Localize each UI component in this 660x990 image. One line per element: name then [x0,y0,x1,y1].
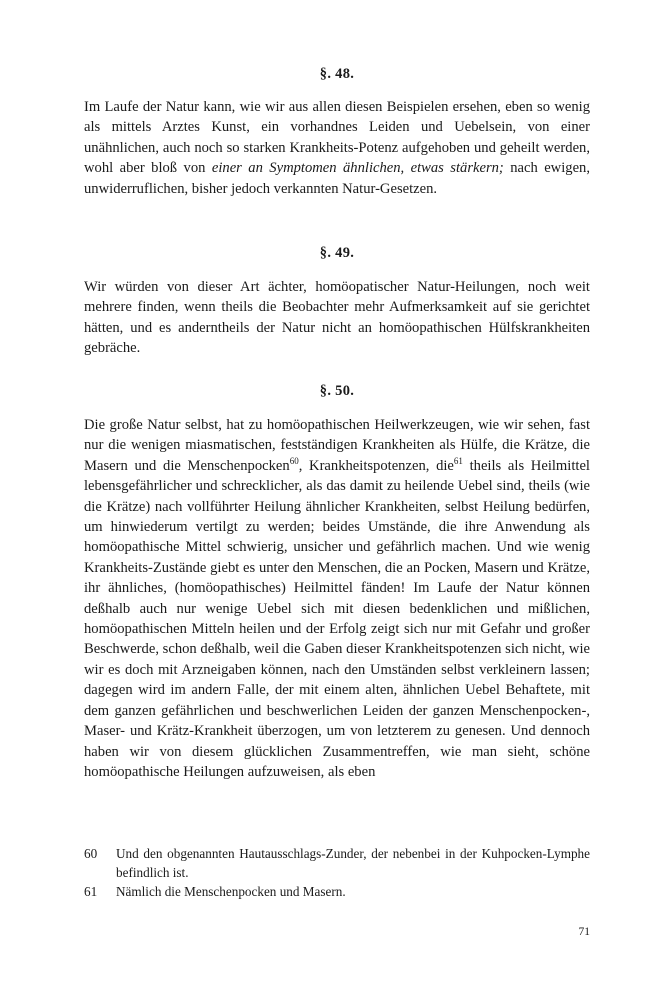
section-50-text-part1: Die große Natur selbst, hat zu homöopathischen Heilwerkzeugen, wie wir sehen, fast nur die wenigen miasmatischen, festständigen Krankheiten als Hülfe, die Krätze, die Masern und die Menschenpocken [84,417,590,474]
section-heading-49: §. 49. [319,245,355,261]
footnote-text: Und den obgenannten Hautausschlags-Zunder, der nebenbei in der Kuhpocken-Lymphe befindlich ist. [116,846,590,880]
page-number: 71 [578,926,590,938]
footnote-number: 60 [84,846,98,861]
book-page [84,0,590,990]
section-48-text-part1: Im Laufe der Natur kann, wie wir aus allen diesen Beispielen ersehen, eben so wenig als mittels Arztes Kunst, ein vorhandnes Leiden und Uebelsein, von einer unähnlichen, auch noch so starken Krankheits-Potenz aufgehoben und geheilt werden, wohl aber bloß von [84,99,590,177]
section-48-text-part2: nach ewigen, unwiderruflichen, bisher jedoch verkannten Natur-Gesetzen. [84,160,590,197]
section-48-emphasis: einer an Symptomen ähnlichen, etwas stärkern; [211,160,504,177]
footnote-ref-61[interactable]: 61 [453,455,463,466]
footnote-ref-60[interactable]: 60 [289,455,299,466]
footnote-60 [84,845,590,882]
footnote-61 [84,883,590,902]
section-heading-48: §. 48. [319,66,355,82]
section-50-paragraph [84,415,590,782]
footnote-text: Nämlich die Menschenpocken und Masern. [116,884,346,899]
footnote-number: 61 [84,884,98,899]
section-48-paragraph [84,97,590,199]
section-49-paragraph: Wir würden von dieser Art ächter, homöopatischer Natur-Heilungen, noch weit mehrere finden, wenn theils die Beobachter mehr Aufmerksamkeit auf sie gerichtet hätten, und es anderntheils der Natur nicht an homöopathischen Hülfskrankheiten gebräche. [84,279,590,357]
section-50-text-part3: theils als Heilmittel lebensgefährlicher und schrecklicher, als das damit zu heilende Uebel sind, theils (wie die Krätze) nach vollführter Heilung ähnlicher Krankheiten, selbst Heilung bedürfen, um hinwiederum vertilgt zu werden; beides Umstände, die ihre Anwendung als homöopathische Mittel schwierig, unsicher und gefährlich machen. Und wie wenig Krankheits-Zustände giebt es unter den Menschen, die an Pocken, Masern und Krätze, ihr ähnliches, (homöopathisches) Heilmittel fänden! Im Laufe der Natur können deßhalb auch nur wenige Uebel sich mit diesen bedenklichen und mißlichen, homöopathischen Mitteln heilen und der Erfolg zeigt sich nur mit Gefahr und großer Beschwerde, schon deßhalb, weil die Gaben dieser Krankheitspotenzen sich nicht, wie wir es doch mit Arzneigaben können, nach den Umständen selbst verkleinern lassen; dagegen wird im andern Falle, der mit einem alten, ähnlichen Uebel Behaftete, mit dem ganzen gefährlichen und beschwerlichen Leiden der ganzen Menschenpocken-, Maser- und Krätz-Krankheit überzogen, um von letzterem zu genesen. Und dennoch haben wir von diesem glücklichen Zusammentreffen, wie man sieht, schöne homöopathische Heilungen aufzuweisen, als eben [84,457,590,780]
section-heading-50: §. 50. [319,383,355,399]
section-50-text-part2: , Krankheitspotenzen, die [298,457,454,474]
